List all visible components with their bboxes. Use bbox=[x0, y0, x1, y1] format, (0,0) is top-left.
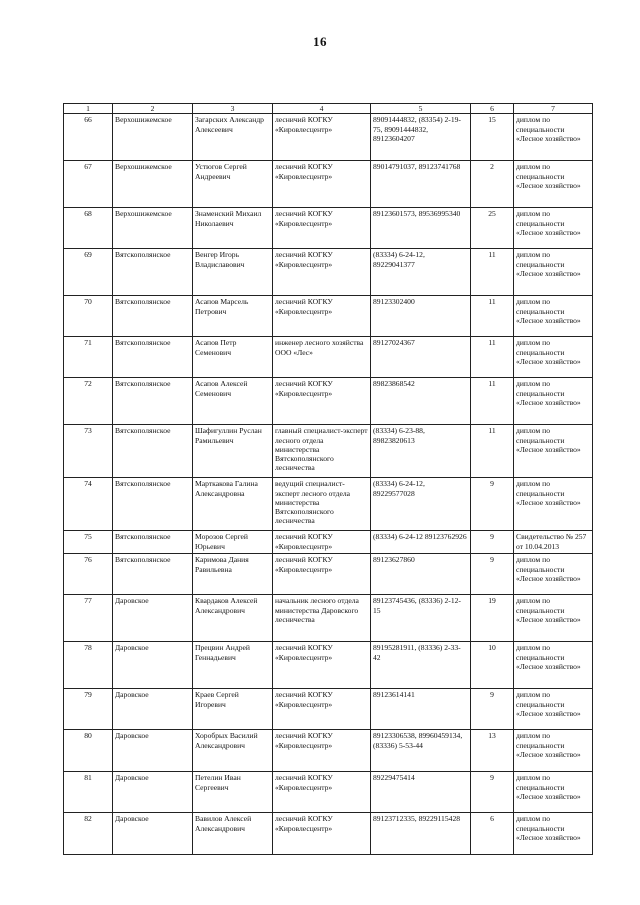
document-cell: диплом по специальности «Лесное хозяйство» bbox=[514, 337, 593, 378]
row-number: 76 bbox=[64, 554, 113, 595]
document-cell: диплом по специальности «Лесное хозяйство» bbox=[514, 425, 593, 478]
experience-cell: 11 bbox=[471, 425, 514, 478]
district-cell: Даровское bbox=[113, 689, 193, 730]
table-row bbox=[64, 772, 593, 813]
document-cell: диплом по специальности «Лесное хозяйство» bbox=[514, 554, 593, 595]
table-row bbox=[64, 813, 593, 855]
experience-cell: 9 bbox=[471, 554, 514, 595]
document-cell: Свидетельство № 257 от 10.04.2013 bbox=[514, 531, 593, 554]
header-row bbox=[64, 104, 593, 114]
experience-cell: 6 bbox=[471, 813, 514, 855]
phone-cell: 89091444832, (83354) 2-19-75, 89091444832, 89123604207 bbox=[371, 114, 471, 161]
position-cell: главный специалист-эксперт лесного отдела министерства Вятскополянского лесничества bbox=[273, 425, 371, 478]
experience-cell: 25 bbox=[471, 208, 514, 249]
district-cell: Вятскополянское bbox=[113, 249, 193, 296]
row-number: 71 bbox=[64, 337, 113, 378]
position-cell: лесничий КОГКУ «Кировлесцентр» bbox=[273, 114, 371, 161]
district-cell: Даровское bbox=[113, 813, 193, 855]
row-number: 73 bbox=[64, 425, 113, 478]
table-row bbox=[64, 161, 593, 208]
document-cell: диплом по специальности «Лесное хозяйство» bbox=[514, 595, 593, 642]
district-cell: Вятскополянское bbox=[113, 378, 193, 425]
table-row bbox=[64, 478, 593, 531]
table-row bbox=[64, 296, 593, 337]
name-cell: Вавилов Алексей Александрович bbox=[193, 813, 273, 855]
position-cell: лесничий КОГКУ «Кировлесцентр» bbox=[273, 531, 371, 554]
name-cell: Петелин Иван Сергеевич bbox=[193, 772, 273, 813]
document-cell: диплом по специальности «Лесное хозяйство» bbox=[514, 642, 593, 689]
experience-cell: 11 bbox=[471, 337, 514, 378]
row-number: 67 bbox=[64, 161, 113, 208]
name-cell: Асапов Марсель Петрович bbox=[193, 296, 273, 337]
row-number: 66 bbox=[64, 114, 113, 161]
phone-cell: 89229475414 bbox=[371, 772, 471, 813]
col-header-3: 3 bbox=[193, 104, 273, 114]
col-header-6: 6 bbox=[471, 104, 514, 114]
position-cell: лесничий КОГКУ «Кировлесцентр» bbox=[273, 161, 371, 208]
phone-cell: (83334) 6-24-12, 89229041377 bbox=[371, 249, 471, 296]
position-cell: лесничий КОГКУ «Кировлесцентр» bbox=[273, 642, 371, 689]
row-number: 82 bbox=[64, 813, 113, 855]
table-row bbox=[64, 531, 593, 554]
row-number: 78 bbox=[64, 642, 113, 689]
district-cell: Вятскополянское bbox=[113, 425, 193, 478]
col-header-7: 7 bbox=[514, 104, 593, 114]
district-cell: Даровское bbox=[113, 642, 193, 689]
row-number: 68 bbox=[64, 208, 113, 249]
experience-cell: 9 bbox=[471, 478, 514, 531]
col-header-1: 1 bbox=[64, 104, 113, 114]
position-cell: лесничий КОГКУ «Кировлесцентр» bbox=[273, 730, 371, 772]
table-row bbox=[64, 689, 593, 730]
position-cell: лесничий КОГКУ «Кировлесцентр» bbox=[273, 208, 371, 249]
name-cell: Знаменский Михаил Николаевич bbox=[193, 208, 273, 249]
name-cell: Морозов Сергей Юрьевич bbox=[193, 531, 273, 554]
name-cell: Хоробрых Василий Александрович bbox=[193, 730, 273, 772]
position-cell: лесничий КОГКУ «Кировлесцентр» bbox=[273, 813, 371, 855]
table-row bbox=[64, 642, 593, 689]
table-row bbox=[64, 425, 593, 478]
district-cell: Верхошижемское bbox=[113, 161, 193, 208]
position-cell: ведущий специалист-эксперт лесного отдела министерства Вятскополянского лесничества bbox=[273, 478, 371, 531]
position-cell: инженер лесного хозяйства ООО «Лес» bbox=[273, 337, 371, 378]
experience-cell: 11 bbox=[471, 296, 514, 337]
district-cell: Даровское bbox=[113, 730, 193, 772]
name-cell: Марткакова Галина Александровна bbox=[193, 478, 273, 531]
experience-cell: 2 bbox=[471, 161, 514, 208]
name-cell: Краев Сергей Игоревич bbox=[193, 689, 273, 730]
document-cell: диплом по специальности «Лесное хозяйство» bbox=[514, 478, 593, 531]
name-cell: Прецвин Андрей Геннадьевич bbox=[193, 642, 273, 689]
experience-cell: 9 bbox=[471, 689, 514, 730]
district-cell: Вятскополянское bbox=[113, 296, 193, 337]
phone-cell: 89195281911, (83336) 2-33-42 bbox=[371, 642, 471, 689]
phone-cell: 89123601573, 89536995340 bbox=[371, 208, 471, 249]
experience-cell: 9 bbox=[471, 531, 514, 554]
row-number: 69 bbox=[64, 249, 113, 296]
table-row bbox=[64, 595, 593, 642]
position-cell: лесничий КОГКУ «Кировлесцентр» bbox=[273, 772, 371, 813]
page-number: 16 bbox=[313, 34, 327, 49]
document-cell: диплом по специальности «Лесное хозяйство» bbox=[514, 249, 593, 296]
phone-cell: 89123614141 bbox=[371, 689, 471, 730]
row-number: 72 bbox=[64, 378, 113, 425]
position-cell: начальник лесного отдела министерства Даровского лесничества bbox=[273, 595, 371, 642]
position-cell: лесничий КОГКУ «Кировлесцентр» bbox=[273, 378, 371, 425]
document-cell: диплом по специальности «Лесное хозяйство» bbox=[514, 772, 593, 813]
row-number: 81 bbox=[64, 772, 113, 813]
district-cell: Вятскополянское bbox=[113, 337, 193, 378]
row-number: 74 bbox=[64, 478, 113, 531]
phone-cell: 89127024367 bbox=[371, 337, 471, 378]
district-cell: Даровское bbox=[113, 772, 193, 813]
experience-cell: 11 bbox=[471, 249, 514, 296]
row-number: 75 bbox=[64, 531, 113, 554]
position-cell: лесничий КОГКУ «Кировлесцентр» bbox=[273, 689, 371, 730]
document-cell: диплом по специальности «Лесное хозяйство» bbox=[514, 296, 593, 337]
name-cell: Шафигуллин Руслан Рамильевич bbox=[193, 425, 273, 478]
position-cell: лесничий КОГКУ «Кировлесцентр» bbox=[273, 554, 371, 595]
table-row bbox=[64, 378, 593, 425]
document-cell: диплом по специальности «Лесное хозяйство» bbox=[514, 730, 593, 772]
phone-cell: 89123627860 bbox=[371, 554, 471, 595]
col-header-2: 2 bbox=[113, 104, 193, 114]
experience-cell: 11 bbox=[471, 378, 514, 425]
document-cell: диплом по специальности «Лесное хозяйство» bbox=[514, 378, 593, 425]
row-number: 70 bbox=[64, 296, 113, 337]
phone-cell: 89823868542 bbox=[371, 378, 471, 425]
phone-cell: 89123745436, (83336) 2-12-15 bbox=[371, 595, 471, 642]
document-cell: диплом по специальности «Лесное хозяйство» bbox=[514, 161, 593, 208]
name-cell: Квардаков Алексей Александрович bbox=[193, 595, 273, 642]
district-cell: Верхошижемское bbox=[113, 208, 193, 249]
table-row bbox=[64, 249, 593, 296]
name-cell: Устюгов Сергей Андреевич bbox=[193, 161, 273, 208]
table-row bbox=[64, 730, 593, 772]
experience-cell: 13 bbox=[471, 730, 514, 772]
name-cell: Каримова Дания Равильевна bbox=[193, 554, 273, 595]
name-cell: Загарских Александр Алексеевич bbox=[193, 114, 273, 161]
name-cell: Асапов Петр Семенович bbox=[193, 337, 273, 378]
table-row bbox=[64, 554, 593, 595]
row-number: 77 bbox=[64, 595, 113, 642]
table-row bbox=[64, 208, 593, 249]
phone-cell: 89014791037, 89123741768 bbox=[371, 161, 471, 208]
document-cell: диплом по специальности «Лесное хозяйство» bbox=[514, 689, 593, 730]
experience-cell: 19 bbox=[471, 595, 514, 642]
district-cell: Верхошижемское bbox=[113, 114, 193, 161]
col-header-4: 4 bbox=[273, 104, 371, 114]
table-row bbox=[64, 337, 593, 378]
district-cell: Вятскополянское bbox=[113, 531, 193, 554]
phone-cell: (83334) 6-24-12 89123762926 bbox=[371, 531, 471, 554]
col-header-5: 5 bbox=[371, 104, 471, 114]
specialists-table bbox=[63, 103, 593, 855]
document-cell: диплом по специальности «Лесное хозяйство» bbox=[514, 208, 593, 249]
experience-cell: 10 bbox=[471, 642, 514, 689]
phone-cell: 89123306538, 89960459134, (83336) 5-53-44 bbox=[371, 730, 471, 772]
phone-cell: 89123302400 bbox=[371, 296, 471, 337]
table-row bbox=[64, 114, 593, 161]
experience-cell: 15 bbox=[471, 114, 514, 161]
phone-cell: (83334) 6-24-12, 89229577028 bbox=[371, 478, 471, 531]
position-cell: лесничий КОГКУ «Кировлесцентр» bbox=[273, 249, 371, 296]
phone-cell: 89123712335, 89229115428 bbox=[371, 813, 471, 855]
experience-cell: 9 bbox=[471, 772, 514, 813]
name-cell: Асапов Алексей Семенович bbox=[193, 378, 273, 425]
position-cell: лесничий КОГКУ «Кировлесцентр» bbox=[273, 296, 371, 337]
document-cell: диплом по специальности «Лесное хозяйство» bbox=[514, 114, 593, 161]
phone-cell: (83334) 6-23-88, 89823820613 bbox=[371, 425, 471, 478]
district-cell: Вятскополянское bbox=[113, 478, 193, 531]
row-number: 79 bbox=[64, 689, 113, 730]
row-number: 80 bbox=[64, 730, 113, 772]
district-cell: Даровское bbox=[113, 595, 193, 642]
document-cell: диплом по специальности «Лесное хозяйство» bbox=[514, 813, 593, 855]
district-cell: Вятскополянское bbox=[113, 554, 193, 595]
name-cell: Венгер Игорь Владиславович bbox=[193, 249, 273, 296]
